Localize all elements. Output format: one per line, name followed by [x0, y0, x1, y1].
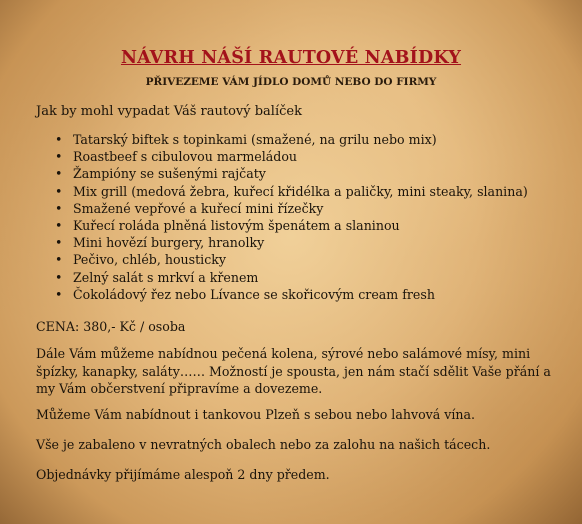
list-item-text: Tatarský biftek s topinkami (smažené, na grilu nebo mix)	[73, 132, 437, 147]
bullet-icon: •	[55, 183, 63, 199]
bullet-icon: •	[55, 286, 63, 302]
bullet-icon: •	[55, 252, 63, 268]
list-item	[36, 269, 528, 286]
intro-text: Jak by mohl vypadat Váš rautový balíček	[36, 104, 302, 119]
list-item	[36, 200, 528, 217]
list-item-text: Čokoládový řez nebo Lívance se skořicovým cream fresh	[73, 286, 435, 302]
list-item-text: Žampióny se sušenými rajčaty	[73, 166, 266, 182]
list-item-text: Mini hovězí burgery, hranolky	[73, 235, 265, 251]
bullet-icon: •	[55, 149, 63, 165]
bullet-icon: •	[55, 132, 63, 147]
packaging-paragraph: Vše je zabaleno v nevratných obalech nebo za zalohu na našich tácech.	[36, 437, 491, 452]
bullet-icon: •	[55, 166, 63, 182]
menu-item-list	[36, 131, 528, 303]
order-notice-paragraph: Objednávky přijímáme alespoň 2 dny předem.	[36, 467, 330, 482]
bullet-icon: •	[55, 218, 63, 234]
list-item	[36, 286, 528, 303]
list-item	[36, 165, 528, 182]
bullet-icon: •	[55, 235, 63, 251]
page-title: NÁVRH NÁŠÍ RAUTOVÉ NABÍDKY	[120, 48, 462, 68]
page-subtitle: PŘIVEZEME VÁM JÍDLO DOMŮ NEBO DO FIRMY	[145, 76, 437, 88]
bullet-icon: •	[55, 200, 63, 216]
bullet-icon: •	[55, 269, 63, 285]
list-item	[36, 234, 528, 251]
beer-wine-paragraph: Můžeme Vám nabídnout i tankovou Plzeň s sebou nebo lahvová vína.	[36, 407, 476, 422]
list-item-text: Zelný salát s mrkví a křenem	[73, 269, 259, 285]
list-item	[36, 148, 528, 165]
list-item-text: Mix grill (medová žebra, kuřecí křidélka a paličky, mini steaky, slanina)	[73, 183, 528, 199]
list-item-text: Smažené vepřové a kuřecí mini řízečky	[73, 200, 324, 216]
list-item	[36, 251, 528, 268]
list-item	[36, 131, 528, 148]
list-item-text: Pečivo, chléb, housticky	[73, 252, 227, 268]
list-item	[36, 217, 528, 234]
list-item-text: Roastbeef s cibulovou marmeládou	[73, 149, 298, 165]
price-text: CENA: 380,- Kč / osoba	[36, 319, 186, 334]
list-item	[36, 183, 528, 200]
offer-paragraph: Dále Vám můžeme nabídnou pečená kolena, sýrové nebo salámové mísy, mini špízky, kanapky, saláty…… Možností je spousta, jen nám stačí sdělit Vaše přání a my Vám občerstvení připravíme a dovezeme.	[36, 346, 551, 396]
list-item-text: Kuřecí roláda plněná listovým špenátem a slaninou	[73, 218, 400, 234]
